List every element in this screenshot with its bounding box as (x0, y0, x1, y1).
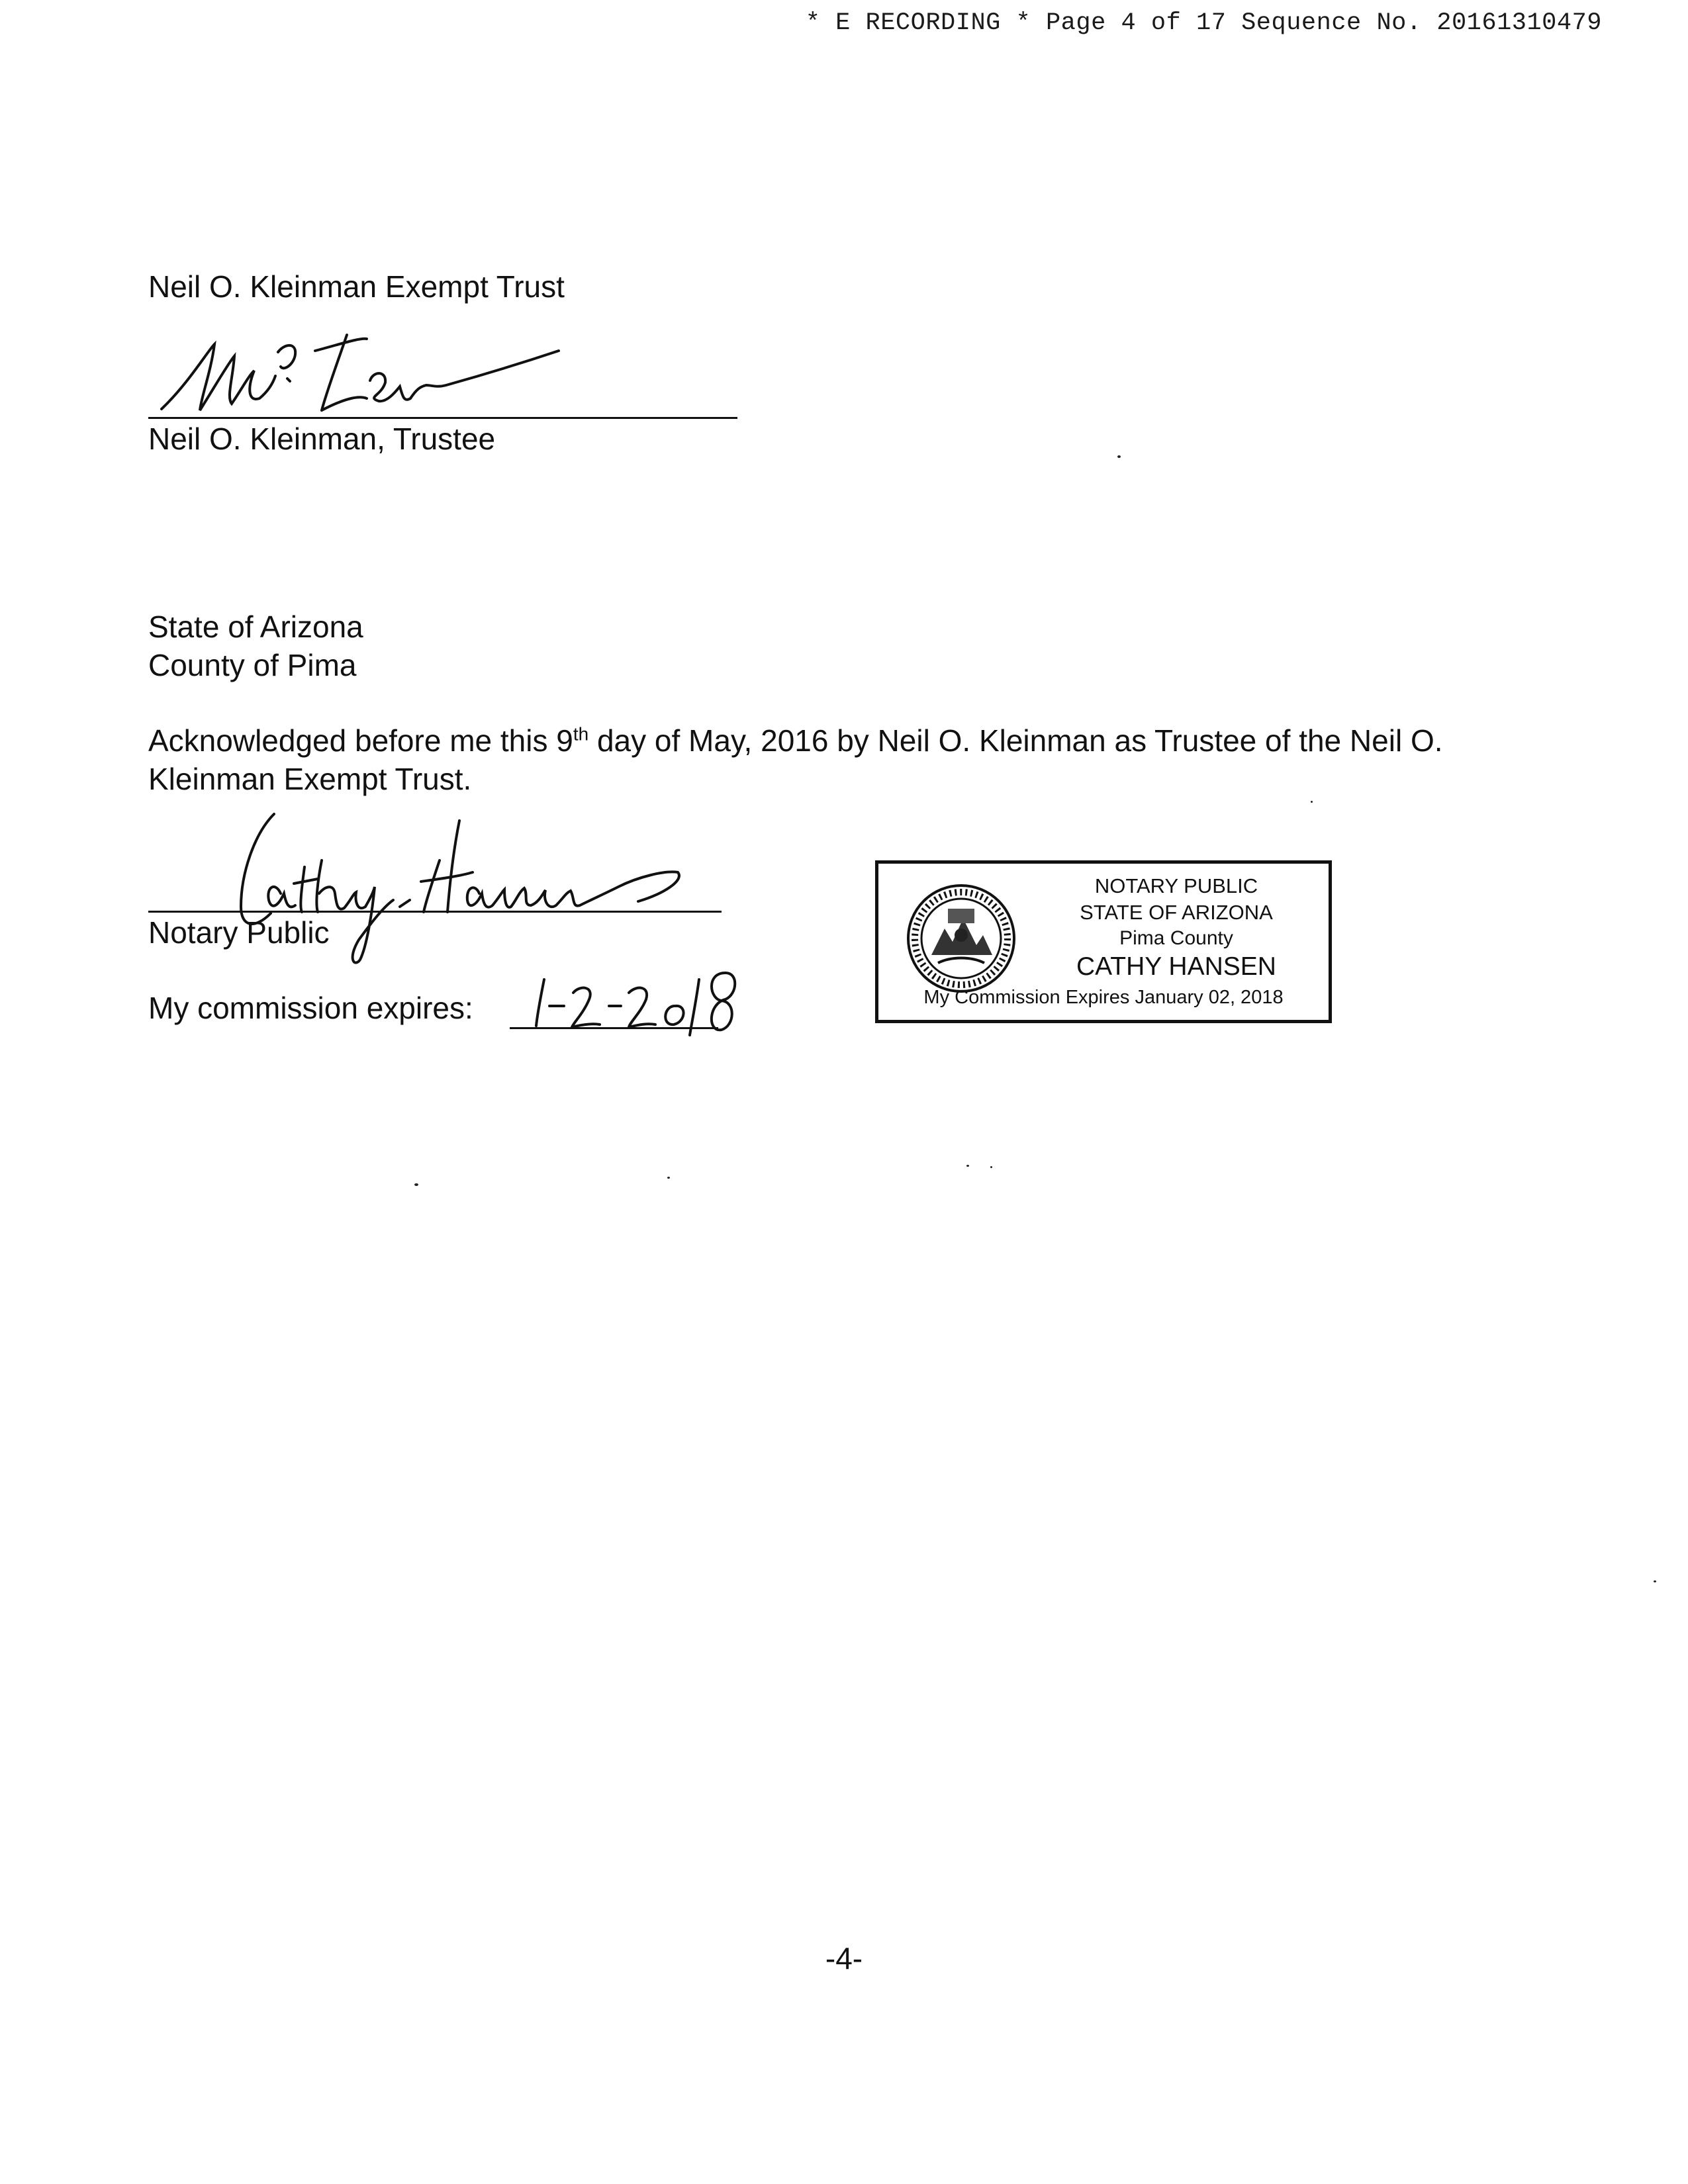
scan-speck (966, 1165, 969, 1167)
scan-speck (1311, 801, 1313, 803)
recording-header: * E RECORDING * Page 4 of 17 Sequence No. 20161310479 (805, 9, 1602, 37)
stamp-notary-name: CATHY HANSEN (1076, 952, 1276, 981)
stamp-county: Pima County (1119, 927, 1233, 949)
notary-public-label: Notary Public (148, 915, 330, 950)
commission-expires-label: My commission expires: (148, 991, 473, 1025)
trustee-signature-line (148, 417, 737, 419)
notary-signature-line (148, 911, 722, 913)
acknowledgment-text-start: Acknowledged before me this 9 (148, 723, 573, 758)
arizona-state-seal-icon (905, 882, 1017, 995)
acknowledgment-paragraph (148, 721, 1571, 798)
stamp-state: STATE OF ARIZONA (1080, 901, 1273, 924)
acknowledgment-ordinal-suffix: th (573, 723, 589, 745)
stamp-notary-public: NOTARY PUBLIC (1094, 874, 1258, 897)
trustee-name-label: Neil O. Kleinman, Trustee (148, 422, 496, 456)
scan-speck (1654, 1580, 1656, 1582)
scan-speck (1117, 455, 1121, 458)
trustee-signature (148, 324, 737, 424)
notary-stamp (875, 860, 1332, 1023)
stamp-commission-expiry: My Commission Expires January 02, 2018 (923, 987, 1284, 1008)
venue-state: State of Arizona (148, 610, 363, 644)
acknowledgment-text-end: day of May, 2016 by Neil O. Kleinman as Trustee of the Neil O. Kleinman Exempt Trust. (148, 723, 1443, 796)
venue-county: County of Pima (148, 648, 357, 682)
scan-speck (990, 1166, 992, 1168)
page-number: -4- (825, 1941, 863, 1976)
scan-speck (414, 1183, 418, 1186)
trust-title: Neil O. Kleinman Exempt Trust (148, 269, 565, 304)
commission-expires-handwritten-date (510, 953, 788, 1046)
scan-speck (667, 1177, 670, 1179)
